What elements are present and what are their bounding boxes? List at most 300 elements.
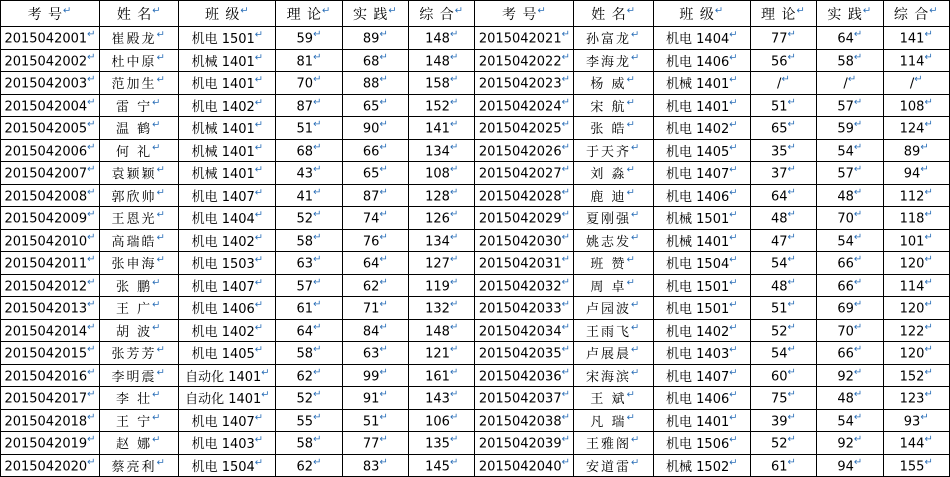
cell-name-left [100, 207, 179, 230]
paragraph-mark-icon: ↵ [379, 299, 388, 311]
cell-total-right [883, 252, 950, 275]
paragraph-mark-icon: ↵ [729, 322, 738, 334]
cell-value: 118 [899, 211, 925, 227]
paragraph-mark-icon: ↵ [313, 119, 322, 131]
cell-value: 141 [425, 121, 450, 137]
paragraph-mark-icon: ↵ [254, 277, 264, 289]
cell-value: 57 [296, 278, 314, 294]
paragraph-mark-icon: ↵ [254, 434, 264, 446]
cell-total-left [409, 319, 475, 342]
cell-exam-id-left [1, 27, 100, 50]
cell-value: 91 [362, 391, 380, 407]
cell-theory-left [276, 117, 342, 140]
cell-name-right [574, 432, 653, 455]
paragraph-mark-icon: ↵ [449, 231, 459, 243]
paragraph-mark-icon: ↵ [240, 4, 250, 16]
paragraph-mark-icon: ↵ [254, 254, 264, 266]
cell-practice-left [342, 162, 408, 185]
cell-value: 52 [770, 323, 788, 339]
table-row [1, 117, 950, 140]
cell-value: 2015042012 [4, 278, 88, 294]
paragraph-mark-icon: ↵ [322, 4, 332, 16]
paragraph-mark-icon: ↵ [87, 164, 96, 176]
paragraph-mark-icon: ↵ [87, 209, 96, 221]
cell-value: 姚志发 [585, 234, 631, 250]
cell-exam-id-left [1, 252, 100, 275]
paragraph-mark-icon: ↵ [631, 457, 642, 469]
paragraph-mark-icon: ↵ [787, 141, 796, 153]
cell-exam-id-left [1, 72, 100, 95]
paragraph-mark-icon: ↵ [787, 186, 796, 198]
cell-practice-right [817, 27, 883, 50]
paragraph-mark-icon: ↵ [449, 344, 459, 356]
header-theory-left: 理 论↵ [276, 1, 342, 27]
cell-value: 机电 1402 [191, 324, 255, 340]
cell-value: 2015042034 [478, 323, 562, 339]
paragraph-mark-icon: ↵ [313, 411, 322, 423]
cell-class-right [653, 207, 750, 230]
header-total-left: 综 合↵ [409, 1, 475, 27]
paragraph-mark-icon: ↵ [924, 209, 933, 221]
table-row [1, 454, 950, 477]
cell-practice-right [817, 364, 883, 387]
cell-value: 64 [296, 323, 314, 339]
cell-exam-id-left [1, 207, 100, 230]
cell-value: 机电 1407 [191, 189, 255, 205]
cell-practice-left [342, 364, 408, 387]
cell-total-left [409, 432, 475, 455]
cell-value: 凡 瑞 [590, 414, 627, 430]
cell-value: 2015042035 [478, 346, 562, 362]
cell-value: 62 [296, 368, 314, 384]
paragraph-mark-icon: ↵ [561, 411, 570, 423]
paragraph-mark-icon: ↵ [152, 142, 163, 154]
cell-value: 161 [425, 368, 450, 384]
paragraph-mark-icon: ↵ [853, 51, 863, 63]
cell-total-right [883, 72, 950, 95]
paragraph-mark-icon: ↵ [379, 74, 388, 86]
paragraph-mark-icon: ↵ [631, 367, 642, 379]
paragraph-mark-icon: ↵ [626, 164, 637, 176]
cell-value: 张申海 [111, 257, 157, 273]
cell-value: 机电 1406 [666, 189, 730, 205]
cell-total-right [883, 139, 950, 162]
cell-value: 班 赞 [590, 257, 627, 273]
cell-value: 杨 威 [590, 77, 627, 93]
paragraph-mark-icon: ↵ [379, 276, 388, 288]
paragraph-mark-icon: ↵ [87, 434, 96, 446]
paragraph-mark-icon: ↵ [787, 119, 796, 131]
table-row [1, 27, 950, 50]
paragraph-mark-icon: ↵ [729, 367, 738, 379]
paragraph-mark-icon: ↵ [449, 141, 459, 153]
cell-name-right [574, 409, 653, 432]
cell-practice-left [342, 94, 408, 117]
cell-exam-id-right [475, 27, 574, 50]
paragraph-mark-icon: ↵ [853, 29, 863, 41]
cell-theory-left [276, 432, 342, 455]
cell-total-left [409, 72, 475, 95]
paragraph-mark-icon: ↵ [87, 51, 96, 63]
paragraph-mark-icon: ↵ [87, 29, 96, 41]
cell-practice-left [342, 117, 408, 140]
cell-value: 66 [837, 278, 854, 294]
paragraph-mark-icon: ↵ [729, 187, 738, 199]
cell-exam-id-right [475, 229, 574, 252]
header-total-right: 综 合↵ [883, 1, 950, 27]
cell-total-left [409, 94, 475, 117]
cell-exam-id-right [475, 184, 574, 207]
cell-class-left [179, 94, 276, 117]
cell-class-left [179, 49, 276, 72]
cell-value: 77 [362, 436, 380, 452]
paragraph-mark-icon: ↵ [313, 299, 322, 311]
paragraph-mark-icon: ↵ [87, 74, 96, 86]
paragraph-mark-icon: ↵ [729, 389, 738, 401]
cell-value: 64 [770, 188, 788, 204]
cell-theory-left [276, 252, 342, 275]
cell-value: 148 [425, 53, 450, 69]
paragraph-mark-icon: ↵ [87, 186, 96, 198]
cell-exam-id-left [1, 454, 100, 477]
cell-value: 58 [296, 233, 314, 249]
paragraph-mark-icon: ↵ [853, 254, 863, 266]
cell-value: 58 [296, 436, 314, 452]
paragraph-mark-icon: ↵ [87, 119, 96, 131]
cell-value: 2015042026 [478, 143, 562, 159]
cell-value: 63 [362, 346, 380, 362]
table-header-row [1, 1, 950, 27]
cell-practice-right [817, 409, 883, 432]
cell-value: 机电 1407 [191, 279, 255, 295]
cell-practice-right [817, 274, 883, 297]
paragraph-mark-icon: ↵ [729, 119, 738, 131]
cell-value: 李 壮 [115, 392, 153, 408]
cell-class-right [653, 274, 750, 297]
cell-value: 51 [770, 98, 788, 114]
cell-value: 2015042029 [478, 211, 562, 227]
cell-total-right [883, 49, 950, 72]
table-row [1, 229, 950, 252]
paragraph-mark-icon: ↵ [853, 434, 863, 446]
cell-total-left [409, 184, 475, 207]
cell-value: 机械 1501 [666, 212, 730, 228]
cell-practice-left [342, 72, 408, 95]
cell-value: 王 斌 [590, 392, 627, 408]
paragraph-mark-icon: ↵ [449, 389, 459, 401]
cell-value: 68 [296, 143, 314, 159]
cell-name-left [100, 184, 179, 207]
cell-value: / [843, 76, 848, 92]
cell-value: 机电 1407 [666, 369, 730, 385]
paragraph-mark-icon: ↵ [853, 344, 863, 356]
paragraph-mark-icon: ↵ [313, 164, 322, 176]
cell-value: 158 [425, 76, 450, 92]
cell-value: 120 [899, 301, 925, 317]
paragraph-mark-icon: ↵ [156, 52, 167, 64]
paragraph-mark-icon: ↵ [449, 411, 459, 423]
paragraph-mark-icon: ↵ [379, 366, 388, 378]
paragraph-mark-icon: ↵ [853, 389, 863, 401]
cell-value: 94 [903, 166, 921, 182]
table-row [1, 94, 950, 117]
paragraph-mark-icon: ↵ [449, 299, 459, 311]
cell-value: 机电 1403 [666, 347, 730, 363]
paragraph-mark-icon: ↵ [561, 344, 570, 356]
paragraph-mark-icon: ↵ [152, 97, 163, 109]
paragraph-mark-icon: ↵ [449, 96, 459, 108]
cell-value: 148 [425, 31, 450, 47]
cell-class-right [653, 364, 750, 387]
cell-class-left [179, 139, 276, 162]
paragraph-mark-icon: ↵ [924, 186, 933, 198]
cell-exam-id-left [1, 274, 100, 297]
paragraph-mark-icon: ↵ [626, 389, 637, 401]
cell-value: 2015042015 [4, 346, 88, 362]
cell-name-left [100, 454, 179, 477]
cell-theory-left [276, 319, 342, 342]
cell-name-left [100, 94, 179, 117]
cell-practice-right [817, 162, 883, 185]
cell-value: 64 [362, 256, 380, 272]
cell-practice-left [342, 274, 408, 297]
cell-total-left [409, 454, 475, 477]
paragraph-mark-icon: ↵ [853, 164, 863, 176]
cell-value: 51 [362, 413, 380, 429]
paragraph-mark-icon: ↵ [853, 276, 863, 288]
cell-value: 70 [837, 211, 854, 227]
cell-exam-id-right [475, 432, 574, 455]
cell-value: 83 [362, 458, 380, 474]
cell-value: 54 [770, 346, 788, 362]
cell-name-right [574, 49, 653, 72]
cell-class-left [179, 184, 276, 207]
paragraph-mark-icon: ↵ [787, 389, 796, 401]
paragraph-mark-icon: ↵ [729, 277, 738, 289]
cell-total-left [409, 229, 475, 252]
cell-class-right [653, 72, 750, 95]
cell-value: 51 [296, 121, 314, 137]
cell-value: 62 [296, 458, 314, 474]
paragraph-mark-icon: ↵ [631, 142, 642, 154]
cell-value: 2015042019 [4, 436, 88, 452]
paragraph-mark-icon: ↵ [254, 97, 264, 109]
paragraph-mark-icon: ↵ [379, 186, 388, 198]
paragraph-mark-icon: ↵ [787, 411, 796, 423]
paragraph-mark-icon: ↵ [924, 434, 933, 446]
cell-value: 2015042017 [4, 391, 88, 407]
paragraph-mark-icon: ↵ [156, 187, 167, 199]
paragraph-mark-icon: ↵ [561, 254, 570, 266]
cell-value: 39 [770, 413, 788, 429]
cell-value: 杜中原 [111, 54, 157, 70]
paragraph-mark-icon: ↵ [561, 389, 570, 401]
cell-value: 57 [837, 166, 854, 182]
paragraph-mark-icon: ↵ [449, 434, 459, 446]
cell-value: 机电 1405 [191, 347, 255, 363]
cell-value: 134 [425, 233, 450, 249]
cell-name-left [100, 409, 179, 432]
paragraph-mark-icon: ↵ [152, 4, 162, 16]
cell-exam-id-right [475, 342, 574, 365]
cell-value: 2015042013 [4, 301, 88, 317]
cell-practice-right [817, 252, 883, 275]
cell-value: 机电 1501 [666, 302, 730, 318]
paragraph-mark-icon: ↵ [63, 4, 73, 16]
cell-value: 148 [425, 323, 450, 339]
cell-practice-left [342, 229, 408, 252]
cell-class-left [179, 72, 276, 95]
cell-value: 2015042023 [478, 76, 562, 92]
paragraph-mark-icon: ↵ [561, 321, 570, 333]
cell-value: 2015042032 [478, 278, 562, 294]
paragraph-mark-icon: ↵ [87, 366, 96, 378]
cell-practice-right [817, 432, 883, 455]
cell-theory-right [750, 274, 816, 297]
paragraph-mark-icon: ↵ [454, 4, 465, 16]
cell-exam-id-right [475, 139, 574, 162]
paragraph-mark-icon: ↵ [254, 322, 264, 334]
paragraph-mark-icon: ↵ [853, 321, 863, 333]
paragraph-mark-icon: ↵ [561, 456, 570, 468]
cell-value: 2015042037 [478, 391, 562, 407]
cell-exam-id-right [475, 319, 574, 342]
paragraph-mark-icon: ↵ [254, 164, 264, 176]
cell-class-left [179, 454, 276, 477]
cell-value: 自动化 1401 [185, 369, 262, 385]
cell-value: 机电 1402 [191, 99, 255, 115]
cell-exam-id-right [475, 252, 574, 275]
cell-value: 59 [296, 31, 314, 47]
table-row [1, 207, 950, 230]
cell-practice-right [817, 139, 883, 162]
paragraph-mark-icon: ↵ [729, 52, 738, 64]
cell-practice-left [342, 184, 408, 207]
cell-practice-left [342, 319, 408, 342]
cell-value: 2015042039 [478, 436, 562, 452]
cell-value: 夏刚强 [585, 212, 631, 228]
cell-practice-right [817, 297, 883, 320]
paragraph-mark-icon: ↵ [254, 344, 264, 356]
cell-exam-id-left [1, 117, 100, 140]
cell-class-right [653, 252, 750, 275]
cell-value: 自动化 1401 [185, 392, 262, 408]
cell-exam-id-right [475, 49, 574, 72]
cell-theory-left [276, 229, 342, 252]
paragraph-mark-icon: ↵ [87, 456, 96, 468]
paragraph-mark-icon: ↵ [853, 119, 863, 131]
cell-value: 66 [837, 256, 854, 272]
paragraph-mark-icon: ↵ [561, 51, 570, 63]
cell-name-left [100, 162, 179, 185]
cell-name-right [574, 387, 653, 410]
cell-value: 胡 波 [115, 324, 153, 340]
cell-theory-right [750, 319, 816, 342]
cell-value: 2015042040 [478, 458, 562, 474]
cell-value: 58 [296, 346, 314, 362]
paragraph-mark-icon: ↵ [853, 231, 863, 243]
cell-value: 108 [899, 98, 925, 114]
cell-value: 48 [770, 211, 788, 227]
paragraph-mark-icon: ↵ [862, 4, 873, 16]
paragraph-mark-icon: ↵ [261, 367, 270, 379]
cell-theory-right [750, 207, 816, 230]
cell-value: 54 [837, 143, 854, 159]
cell-value: 61 [770, 458, 788, 474]
paragraph-mark-icon: ↵ [853, 299, 863, 311]
cell-value: 92 [837, 368, 854, 384]
paragraph-mark-icon: ↵ [924, 96, 933, 108]
cell-exam-id-left [1, 162, 100, 185]
cell-theory-left [276, 274, 342, 297]
cell-total-left [409, 207, 475, 230]
cell-value: 126 [425, 211, 450, 227]
paragraph-mark-icon: ↵ [152, 322, 163, 334]
cell-value: 114 [899, 278, 925, 294]
table-row [1, 72, 950, 95]
paragraph-mark-icon: ↵ [87, 411, 96, 423]
paragraph-mark-icon: ↵ [87, 141, 96, 153]
cell-value: 张 皓 [590, 122, 627, 138]
cell-value: 54 [770, 256, 788, 272]
cell-value: 63 [296, 256, 314, 272]
paragraph-mark-icon: ↵ [924, 456, 933, 468]
cell-value: 机电 1501 [666, 279, 730, 295]
cell-total-left [409, 342, 475, 365]
header-class-left: 班 级↵ [179, 1, 276, 27]
cell-exam-id-right [475, 387, 574, 410]
paragraph-mark-icon: ↵ [561, 276, 570, 288]
cell-name-right [574, 72, 653, 95]
cell-value: 机电 1401 [666, 99, 730, 115]
cell-value: 2015042022 [478, 53, 562, 69]
cell-total-right [883, 342, 950, 365]
paragraph-mark-icon: ↵ [631, 29, 642, 41]
cell-value: 王雅阁 [585, 437, 631, 453]
cell-value: 2015042020 [4, 458, 88, 474]
cell-name-right [574, 162, 653, 185]
cell-value: 43 [296, 166, 314, 182]
paragraph-mark-icon: ↵ [254, 119, 264, 131]
cell-value: 54 [837, 233, 854, 249]
cell-name-right [574, 117, 653, 140]
paragraph-mark-icon: ↵ [626, 97, 637, 109]
cell-class-left [179, 27, 276, 50]
paragraph-mark-icon: ↵ [313, 321, 322, 333]
cell-theory-right [750, 297, 816, 320]
paragraph-mark-icon: ↵ [787, 29, 796, 41]
cell-theory-left [276, 162, 342, 185]
paragraph-mark-icon: ↵ [261, 389, 270, 401]
cell-practice-right [817, 94, 883, 117]
paragraph-mark-icon: ↵ [254, 412, 264, 424]
cell-value: 132 [425, 301, 450, 317]
cell-value: 宋海滨 [585, 369, 631, 385]
cell-value: 机电 1503 [191, 257, 255, 273]
cell-value: 李明震 [111, 369, 157, 385]
cell-practice-right [817, 184, 883, 207]
paragraph-mark-icon: ↵ [631, 344, 642, 356]
cell-name-left [100, 229, 179, 252]
cell-theory-right [750, 184, 816, 207]
paragraph-mark-icon: ↵ [626, 277, 637, 289]
paragraph-mark-icon: ↵ [924, 51, 933, 63]
cell-name-left [100, 139, 179, 162]
paragraph-mark-icon: ↵ [313, 434, 322, 446]
cell-value: 机电 1506 [666, 437, 730, 453]
cell-value: 机械 1401 [191, 167, 255, 183]
paragraph-mark-icon: ↵ [920, 164, 929, 176]
